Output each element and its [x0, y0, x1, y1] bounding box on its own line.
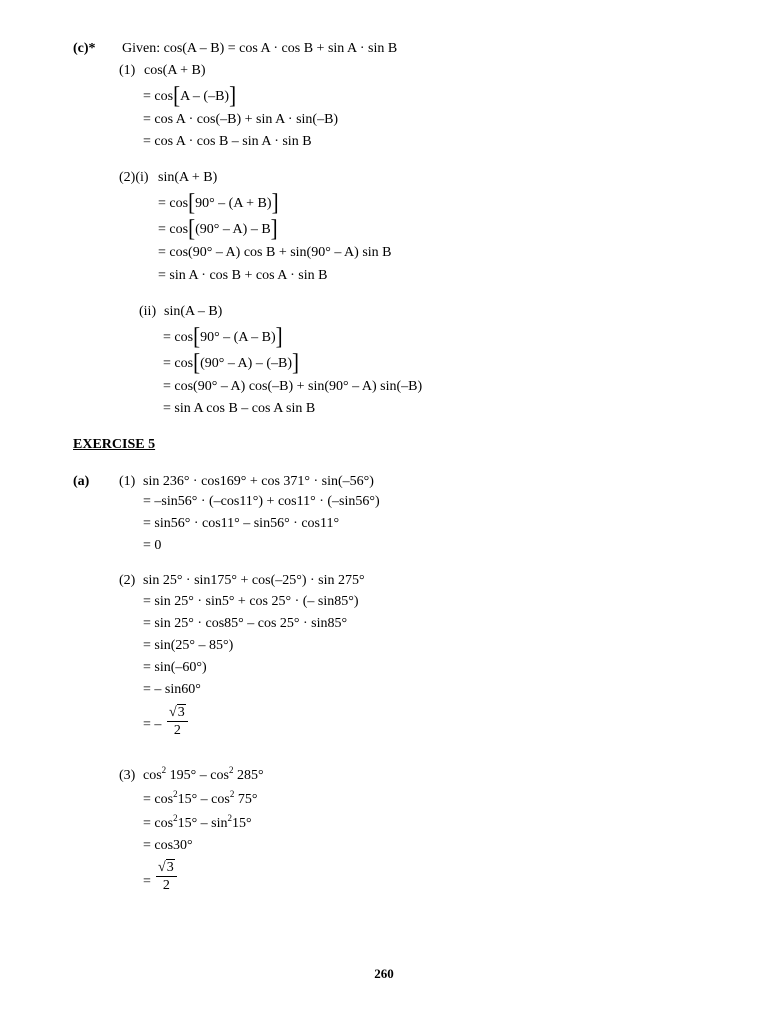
p2ii-step-2	[163, 348, 299, 376]
p2i-step-2	[158, 214, 278, 242]
step-prefix: = cos	[158, 196, 189, 211]
bracket-content: A – (–B)	[180, 89, 230, 104]
left-bracket: [	[193, 348, 201, 376]
p1-step-1	[143, 81, 237, 109]
q3-step-1	[143, 791, 257, 809]
right-bracket: ]	[292, 348, 299, 376]
p2ii-expression: sin(A – B)	[164, 304, 223, 319]
q2-step-4: = sin(–60°)	[143, 660, 207, 675]
term: 75°	[237, 792, 258, 807]
p2i-expression: sin(A + B)	[158, 170, 218, 185]
fraction-denominator: 2	[162, 878, 170, 893]
bracket-content: 90° – (A – B)	[200, 330, 276, 345]
right-bracket: ]	[271, 188, 279, 216]
p1-step-2: = cos A · cos(–B) + sin A · sin(–B)	[143, 112, 339, 127]
q3-answer-fraction	[156, 859, 177, 894]
fraction-numerator	[156, 859, 177, 877]
q1-step-2: = sin56° · cos11° – sin56° · cos11°	[143, 516, 340, 531]
radicand: 3	[166, 860, 174, 875]
q3-expression	[143, 767, 264, 785]
exponent: 2	[227, 813, 232, 823]
term: 195° – cos	[169, 768, 229, 783]
exponent: 2	[161, 765, 167, 775]
q1-step-3: = 0	[143, 538, 162, 553]
q2-step-5: = – sin60°	[143, 682, 201, 697]
q1-label: (1)	[119, 474, 136, 489]
q3-answer-prefix: =	[143, 874, 151, 889]
term: 15°	[232, 816, 252, 831]
q3-step-3: = cos30°	[143, 838, 193, 853]
sqrt-symbol: √3	[158, 860, 174, 875]
p1-expression: cos(A + B)	[144, 63, 206, 78]
left-bracket: [	[173, 81, 181, 109]
exponent: 2	[228, 765, 234, 775]
p2i-label: (2)(i)	[119, 170, 149, 185]
part-a-label: (a)	[73, 474, 90, 489]
p2i-step-4: = sin A · cos B + cos A · sin B	[158, 268, 328, 283]
step-prefix: = cos	[163, 356, 194, 371]
term: cos	[143, 768, 162, 783]
fraction-denominator: 2	[173, 723, 181, 738]
term: = cos	[143, 816, 174, 831]
step-prefix: = cos	[163, 330, 194, 345]
left-bracket: [	[188, 188, 196, 216]
q2-expression: sin 25° · sin175° + cos(–25°) · sin 275°	[143, 573, 365, 588]
q2-label: (2)	[119, 573, 136, 588]
step-prefix: = cos	[158, 222, 189, 237]
p1-label: (1)	[119, 63, 136, 78]
p2i-step-1	[158, 188, 279, 216]
exponent: 2	[229, 789, 235, 799]
bracket-content: (90° – A) – B	[195, 222, 271, 237]
p2ii-step-4: = sin A cos B – cos A sin B	[163, 401, 316, 416]
right-bracket: ]	[275, 322, 283, 350]
q2-step-2: = sin 25° · cos85° – cos 25° · sin85°	[143, 616, 348, 631]
term: 15° – cos	[177, 792, 230, 807]
term: = cos	[143, 792, 174, 807]
given-identity: Given: cos(A – B) = cos A · cos B + sin A · sin B	[122, 41, 398, 56]
bracket-content: 90° – (A + B)	[195, 196, 272, 211]
step-prefix: = cos	[143, 89, 174, 104]
p2ii-step-3: = cos(90° – A) cos(–B) + sin(90° – A) sin(–B)	[163, 379, 423, 394]
right-bracket: ]	[270, 214, 278, 242]
q3-step-2	[143, 815, 252, 833]
q2-answer-fraction	[167, 704, 188, 739]
part-c-label: (c)*	[73, 41, 96, 56]
p2i-step-3: = cos(90° – A) cos B + sin(90° – A) sin B	[158, 245, 392, 260]
right-bracket: ]	[229, 81, 237, 109]
exercise-heading: EXERCISE 5	[73, 437, 156, 452]
p2ii-label: (ii)	[139, 304, 157, 319]
left-bracket: [	[188, 214, 196, 242]
sqrt-symbol: √3	[169, 705, 185, 720]
q3-label: (3)	[119, 768, 136, 783]
left-bracket: [	[193, 322, 201, 350]
fraction-numerator	[167, 704, 188, 722]
p2ii-step-1	[163, 322, 283, 350]
q1-step-1: = –sin56° · (–cos11°) + cos11° · (–sin56°)	[143, 494, 380, 509]
q2-step-3: = sin(25° – 85°)	[143, 638, 234, 653]
q1-expression: sin 236° · cos169° + cos 371° · sin(–56°)	[143, 474, 374, 489]
exponent: 2	[173, 789, 178, 799]
q2-answer-prefix: = –	[143, 717, 162, 732]
term: 15° – sin	[177, 816, 228, 831]
radicand: 3	[177, 705, 185, 720]
p1-step-3: = cos A · cos B – sin A · sin B	[143, 134, 312, 149]
page-number: 260	[374, 966, 394, 981]
term: 285°	[236, 768, 264, 783]
exponent: 2	[173, 813, 178, 823]
q2-step-1: = sin 25° · sin5° + cos 25° · (– sin85°)	[143, 594, 359, 609]
bracket-content: (90° – A) – (–B)	[200, 356, 292, 371]
